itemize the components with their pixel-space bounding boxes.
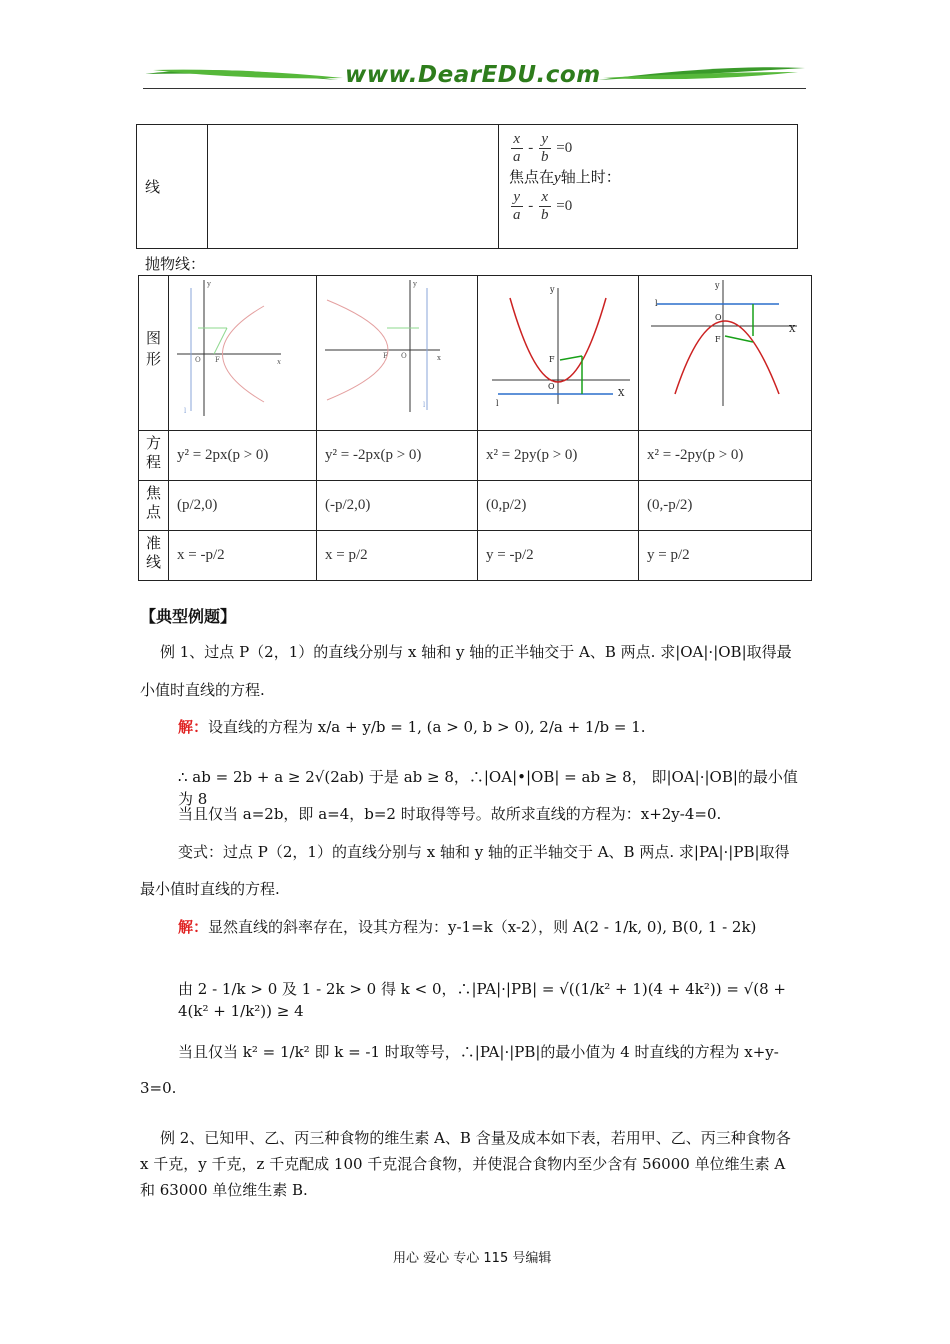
example2-line3: 和 63000 单位维生素 B.	[140, 1181, 308, 1199]
equation-4: x² = -2py(p > 0)	[639, 431, 812, 481]
equation-1: y² = 2px(p > 0)	[169, 431, 317, 481]
parabola-heading: 抛物线：	[145, 255, 206, 273]
svg-text:F: F	[383, 352, 388, 360]
solution1-line2: ∴ ab = 2b + a ≥ 2√(2ab) 于是 ab ≥ 8，∴|OA|•|OB| = ab ≥ 8， 即|OA|·|OB|的最小值为 8	[178, 768, 798, 808]
svg-text:F: F	[715, 335, 721, 344]
solution2-line4: 3=0.	[140, 1079, 177, 1097]
focus-1: (p/2,0)	[169, 481, 317, 531]
parabola-table	[138, 275, 812, 581]
equation-3: x² = 2py(p > 0)	[478, 431, 639, 481]
svg-text:l: l	[655, 299, 658, 308]
svg-text:y: y	[715, 281, 720, 290]
label-directrix: 准线	[139, 531, 169, 581]
hyperbola-table-tail	[136, 124, 798, 249]
svg-text:O: O	[195, 356, 201, 364]
asymptote-x-equation: $\frac{x}{a}$ - $\frac{y}{b}$ =0	[513, 131, 573, 165]
solution1-line1: 解：设直线的方程为 x/a + y/b = 1, (a > 0, b > 0), 2/a + 1/b = 1.	[178, 718, 646, 736]
header-rule	[143, 88, 806, 89]
figure-up-open	[478, 276, 639, 431]
svg-text:O: O	[401, 352, 407, 360]
solution1-line3: 当且仅当 a=2b，即 a=4，b=2 时取得等号。故所求直线的方程为：x+2y-4=0.	[178, 805, 722, 823]
example2-line1: 例 2、已知甲、乙、丙三种食物的维生素 A、B 含量及成本如下表，若用甲、乙、丙三种食物各	[160, 1129, 791, 1147]
svg-text:X: X	[618, 389, 625, 399]
svg-text:X: X	[789, 325, 796, 335]
svg-text:O: O	[715, 313, 722, 322]
empty-cell	[208, 125, 499, 249]
figure-left-open	[317, 276, 478, 431]
directrix-2: x = p/2	[317, 531, 478, 581]
example1-line2: 小值时直线的方程.	[140, 681, 265, 699]
row-label: 线	[137, 125, 208, 249]
svg-text:l: l	[496, 399, 499, 408]
equation-2: y² = -2px(p > 0)	[317, 431, 478, 481]
solution-label: 解：	[178, 718, 209, 736]
svg-text:l: l	[184, 407, 187, 415]
svg-text:y: y	[207, 280, 211, 288]
solution2-line1: 解：显然直线的斜率存在，设其方程为：y-1=k（x-2），则 A(2 - 1/k, 0), B(0, 1 - 2k)	[178, 918, 757, 936]
label-figure: 图形	[139, 276, 169, 431]
label-focus: 焦点	[139, 481, 169, 531]
svg-text:x: x	[277, 358, 281, 366]
svg-text:y: y	[413, 280, 417, 288]
label-equation: 方程	[139, 431, 169, 481]
figure-down-open	[639, 276, 812, 431]
svg-text:x: x	[437, 354, 441, 362]
focus-3: (0,p/2)	[478, 481, 639, 531]
directrix-3: y = -p/2	[478, 531, 639, 581]
focus-2: (-p/2,0)	[317, 481, 478, 531]
section-title: 【典型例题】	[140, 607, 237, 626]
solution-label-2: 解：	[178, 918, 209, 936]
directrix-1: x = -p/2	[169, 531, 317, 581]
variant-line1: 变式：过点 P（2，1）的直线分别与 x 轴和 y 轴的正半轴交于 A、B 两点. 求|PA|·|PB|取得	[178, 843, 790, 861]
site-logo[interactable]: www.DearEDU.com	[345, 62, 601, 88]
svg-text:O: O	[548, 382, 555, 391]
example1-line1: 例 1、过点 P（2，1）的直线分别与 x 轴和 y 轴的正半轴交于 A、B 两点. 求|OA|·|OB|取得最	[160, 643, 792, 661]
example2-line2: x 千克，y 千克，z 千克配成 100 千克混合食物，并使混合食物内至少含有 56000 单位维生素 A	[140, 1155, 786, 1173]
solution2-line2: 由 2 - 1/k > 0 及 1 - 2k > 0 得 k < 0，∴|PA|·|PB| = √((1/k² + 1)(4 + 4k²)) = √(8 + 4(k² + 1/k²)) ≥ 4	[178, 980, 786, 1020]
focus-y-note: 焦点在y轴上时：	[509, 168, 621, 186]
svg-text:l: l	[423, 401, 426, 409]
svg-text:F: F	[549, 355, 555, 364]
asymptote-y-equation: $\frac{y}{a}$ - $\frac{x}{b}$ =0	[513, 189, 573, 223]
directrix-4: y = p/2	[639, 531, 812, 581]
figure-right-open	[169, 276, 317, 431]
focus-4: (0,-p/2)	[639, 481, 812, 531]
footer-text: 用心 爱心 专心 115 号编辑	[393, 1251, 552, 1266]
svg-text:F: F	[215, 356, 220, 364]
variant-line2: 最小值时直线的方程.	[140, 880, 280, 898]
solution2-line3: 当且仅当 k² = 1/k² 即 k = -1 时取等号，∴|PA|·|PB|的最小值为 4 时直线的方程为 x+y-	[178, 1043, 779, 1061]
svg-text:y: y	[550, 285, 555, 294]
asymptote-cell	[499, 125, 798, 249]
